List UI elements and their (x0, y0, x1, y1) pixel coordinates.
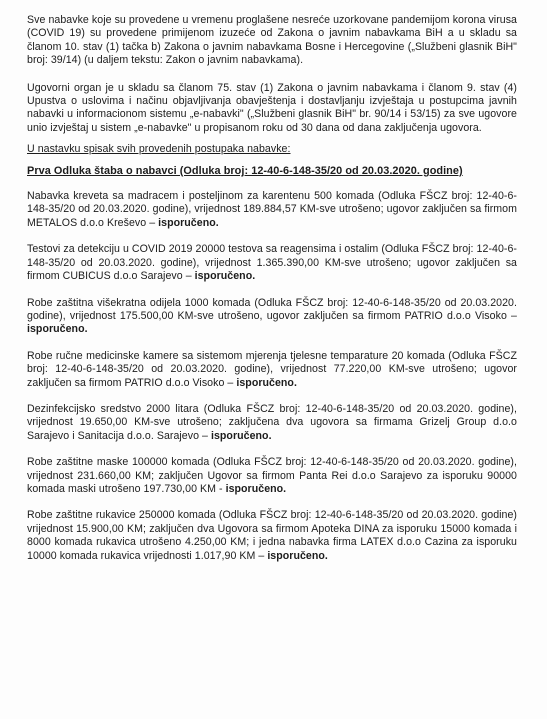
item-status: isporučeno. (27, 323, 88, 336)
list-item (27, 243, 517, 283)
list-item (27, 509, 517, 563)
item-text: Robe ručne medicinske kamere sa sistemom mjerenja tjelesne temparature 20 komada (Odluka FŠCZ broj: 12-40-6-148-35/20 od 20.03.2020. godine), vrijednost 77.220,00 KM-sve utrošeno; ugovor zaključen sa firmom PATRIO d.o.o Visoko – (27, 349, 517, 389)
list-item (27, 456, 517, 496)
section-heading: Prva Odluka štaba o nabavci (Odluka broj: 12-40-6-148-35/20 od 20.03.2020. godine) (27, 164, 463, 177)
intro-paragraph: Sve nabavke koje su provedene u vremenu proglašene nesreće uzorkovane pandemijom korona virusa (COVID 19) su provedene primijenom izuzeće od Zakona o javnim nabavkama BiH a u skladu sa članom 10. stav (1) tačka b) Zakona o javnim nabavkama Bosne i Hercegovine („Službeni glasnik BiH" broj: 39/14) (u daljem tekstu: Zakon o javnim nabavkama). (27, 14, 517, 67)
item-status: isporučeno. (158, 216, 219, 229)
list-item (27, 190, 517, 230)
item-text: Dezinfekcijsko sredstvo 2000 litara (Odluka FŠCZ broj: 12-40-6-148-35/20 od 20.03.2020. godine), vrijednost 19.650,00 KM-sve utrošeno; zaključena dva ugovora sa firmama Grizelj Group d.o.o Sarajevo i Sanitacija d.o.o. Sarajevo – (27, 402, 517, 442)
item-text: Robe zaštitne rukavice 250000 komada (Odluka FŠCZ broj: 12-40-6-148-35/20 od 20.03.2020. godine) vrijednost 15.900,00 KM; zaključen dva Ugovora sa firmom Apoteka DINA za isporuku 15000 komada i 8000 komada rukavica utrošeno 4.250,00 KM; i jedna nabavka firma LATEX d.o.o Cazina za isporuku 10000 komada rukavica vrijednosti 1.017,90 KM – (27, 509, 517, 562)
list-item (27, 350, 517, 390)
list-intro: U nastavku spisak svih provedenih postupaka nabavke: (27, 143, 291, 156)
item-text: Testovi za detekciju u COVID 2019 20000 testova sa reagensima i ostalim (Odluka FŠCZ broj: 12-40-6-148-35/20 od 20.03.2020. godine), vrijednost 1.365.390,00 KM-sve utrošeno; ugovor zaključen sa firmom CUBICUS d.o.o Sarajevo – (27, 243, 517, 283)
item-status: isporučeno. (236, 376, 297, 389)
list-item (27, 297, 517, 337)
document-body (27, 14, 517, 576)
item-status: isporučeno. (225, 482, 287, 495)
item-status: isporučeno. (194, 270, 256, 283)
item-status: isporučeno. (210, 429, 272, 442)
item-text: Nabavka kreveta sa madracem i posteljinom za karentenu 500 komada (Odluka FŠCZ broj: 12-40-6-148-35/20 od 20.03.2020. godine), vrijednost 189.884,57 KM-sve utrošeno; ugovor zaključen sa firmom METALOS d.o.o Kreševo – (27, 190, 517, 229)
item-text: Robe zaštitne maske 100000 komada (Odluka FŠCZ broj: 12-40-6-148-35/20 od 20.03.2020. godine), vrijednost 231.660,00 KM; zaključen Ugovor sa firmom Panta Rei d.o.o Sarajevo za isporuku 90000 komada maski utrošeno 197.730,00 KM - (27, 456, 517, 495)
list-item (27, 403, 517, 443)
legal-basis-paragraph: Ugovorni organ je u skladu sa članom 75. stav (1) Zakona o javnim nabavkama i članom 9. stav (4) Upustva o uslovima i načinu objavljivanja obavještenja i dostavljanju izvještaja u postupcima javnih nabavki u informacionom sistemu „e-nabavki" („Službeni glasnik BiH" br. 90/14 i 53/15) za sve ugovore unio izvještaj u sistem „e-nabavke" u propisanom roku od 30 dana od dana zaključenja ugovora. (27, 81, 517, 134)
item-text: Robe zaštitna višekratna odijela 1000 komada (Odluka FŠCZ broj: 12-40-6-148-35/20 od 20.03.2020. godine), vrijednost 175.500,00 KM-sve utrošeno, ugovor zaključen sa firmom PATRIO d.o.o Visoko – (27, 296, 517, 322)
item-status: isporučeno. (267, 549, 328, 562)
